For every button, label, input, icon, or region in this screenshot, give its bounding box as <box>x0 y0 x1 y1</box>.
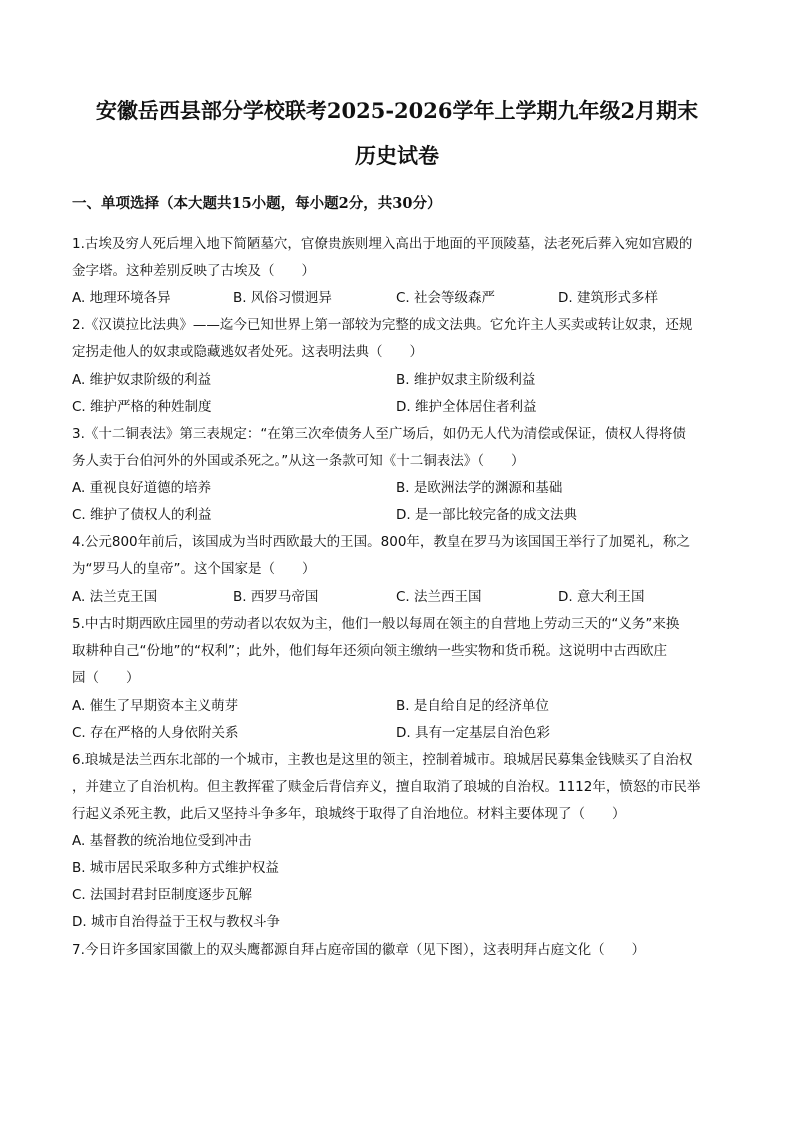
question-3-line-1: 3.《十二铜表法》第三表规定：“在第三次牵债务人至广场后，如仍无人代为清偿或保证，债权人得将债 <box>72 426 686 442</box>
question-5-line-2: 取耕种自己“份地”的“权利”；此外，他们每年还须向领主缴纳一些实物和货币税。这说明中古西欧庄 <box>72 643 667 659</box>
question-1-line-2: 金字塔。这种差别反映了古埃及（ ） <box>72 263 315 279</box>
question-2-line-1: 2.《汉谟拉比法典》——迄今已知世界上第一部较为完整的成文法典。它允许主人买卖或转让奴隶，还规 <box>72 317 693 333</box>
question-5-line-3: 园（ ） <box>72 670 140 686</box>
question-3-option-a: A. 重视良好道德的培养 <box>72 480 212 496</box>
question-1-option-d: D. 建筑形式多样 <box>558 290 658 306</box>
question-4-line-1: 4.公元800年前后，该国成为当时西欧最大的王国。800年，教皇在罗马为该国国王举行了加冕礼，称之 <box>72 534 690 550</box>
question-3-line-2: 务人卖于台伯河外的外国或杀死之。”从这一条款可知《十二铜表法》（ ） <box>72 453 525 469</box>
question-1-option-a: A. 地理环境各异 <box>72 290 171 306</box>
question-2-option-a: A. 维护奴隶阶级的利益 <box>72 372 212 388</box>
question-2-option-b: B. 维护奴隶主阶级利益 <box>396 372 536 388</box>
question-7-line-1: 7.今日许多国家国徽上的双头鹰都源自拜占庭帝国的徽章（见下图），这表明拜占庭文化（ ） <box>72 942 646 958</box>
question-6-line-3: 行起义杀死主教，此后又坚持斗争多年，琅城终于取得了自治地位。材料主要体现了（ ） <box>72 806 626 822</box>
question-6-line-2: ，并建立了自治机构。但主教挥霍了赎金后背信弃义，擅自取消了琅城的自治权。1112年，愤怒的市民举 <box>72 779 701 795</box>
exam-title: 安徽岳西县部分学校联考2025-2026学年上学期九年级2月期末 <box>95 98 699 123</box>
question-2-line-2: 定拐走他人的奴隶或隐藏逃奴者处死。这表明法典（ ） <box>72 344 423 360</box>
question-6-option-a: A. 基督教的统治地位受到冲击 <box>72 833 252 849</box>
question-2-option-d: D. 维护全体居住者利益 <box>396 399 537 415</box>
section-heading: 一、单项选择（本大题共15小题，每小题2分，共30分） <box>72 195 442 212</box>
question-5-option-c: C. 存在严格的人身依附关系 <box>72 725 239 741</box>
question-4-line-2: 为“罗马人的皇帝”。这个国家是（ ） <box>72 561 316 577</box>
question-4-option-d: D. 意大利王国 <box>558 589 645 605</box>
question-5-line-1: 5.中古时期西欧庄园里的劳动者以农奴为主，他们一般以每周在领主的自营地上劳动三天的“义务”来换 <box>72 616 680 632</box>
question-3-option-d: D. 是一部比较完备的成文法典 <box>396 507 577 523</box>
question-4-option-b: B. 西罗马帝国 <box>233 589 319 605</box>
exam-subject: 历史试卷 <box>355 143 439 168</box>
question-3-option-c: C. 维护了债权人的利益 <box>72 507 212 523</box>
question-1-option-c: C. 社会等级森严 <box>396 290 496 306</box>
question-5-option-a: A. 催生了早期资本主义萌芽 <box>72 698 239 714</box>
question-6-option-c: C. 法国封君封臣制度逐步瓦解 <box>72 887 253 903</box>
question-1-line-1: 1.古埃及穷人死后埋入地下简陋墓穴，官僚贵族则埋入高出于地面的平顶陵墓，法老死后葬入宛如宫殿的 <box>72 236 693 252</box>
question-6-option-d: D. 城市自治得益于王权与教权斗争 <box>72 914 280 930</box>
question-5-option-b: B. 是自给自足的经济单位 <box>396 698 549 714</box>
question-1-option-b: B. 风俗习惯迥异 <box>233 290 332 306</box>
question-2-option-c: C. 维护严格的种姓制度 <box>72 399 212 415</box>
question-4-option-c: C. 法兰西王国 <box>396 589 482 605</box>
question-6-option-b: B. 城市居民采取多种方式维护权益 <box>72 860 279 876</box>
question-6-line-1: 6.琅城是法兰西东北部的一个城市，主教也是这里的领主，控制着城市。琅城居民募集金钱赎买了自治权 <box>72 752 693 768</box>
question-4-option-a: A. 法兰克王国 <box>72 589 158 605</box>
question-3-option-b: B. 是欧洲法学的渊源和基础 <box>396 480 563 496</box>
question-5-option-d: D. 具有一定基层自治色彩 <box>396 725 550 741</box>
